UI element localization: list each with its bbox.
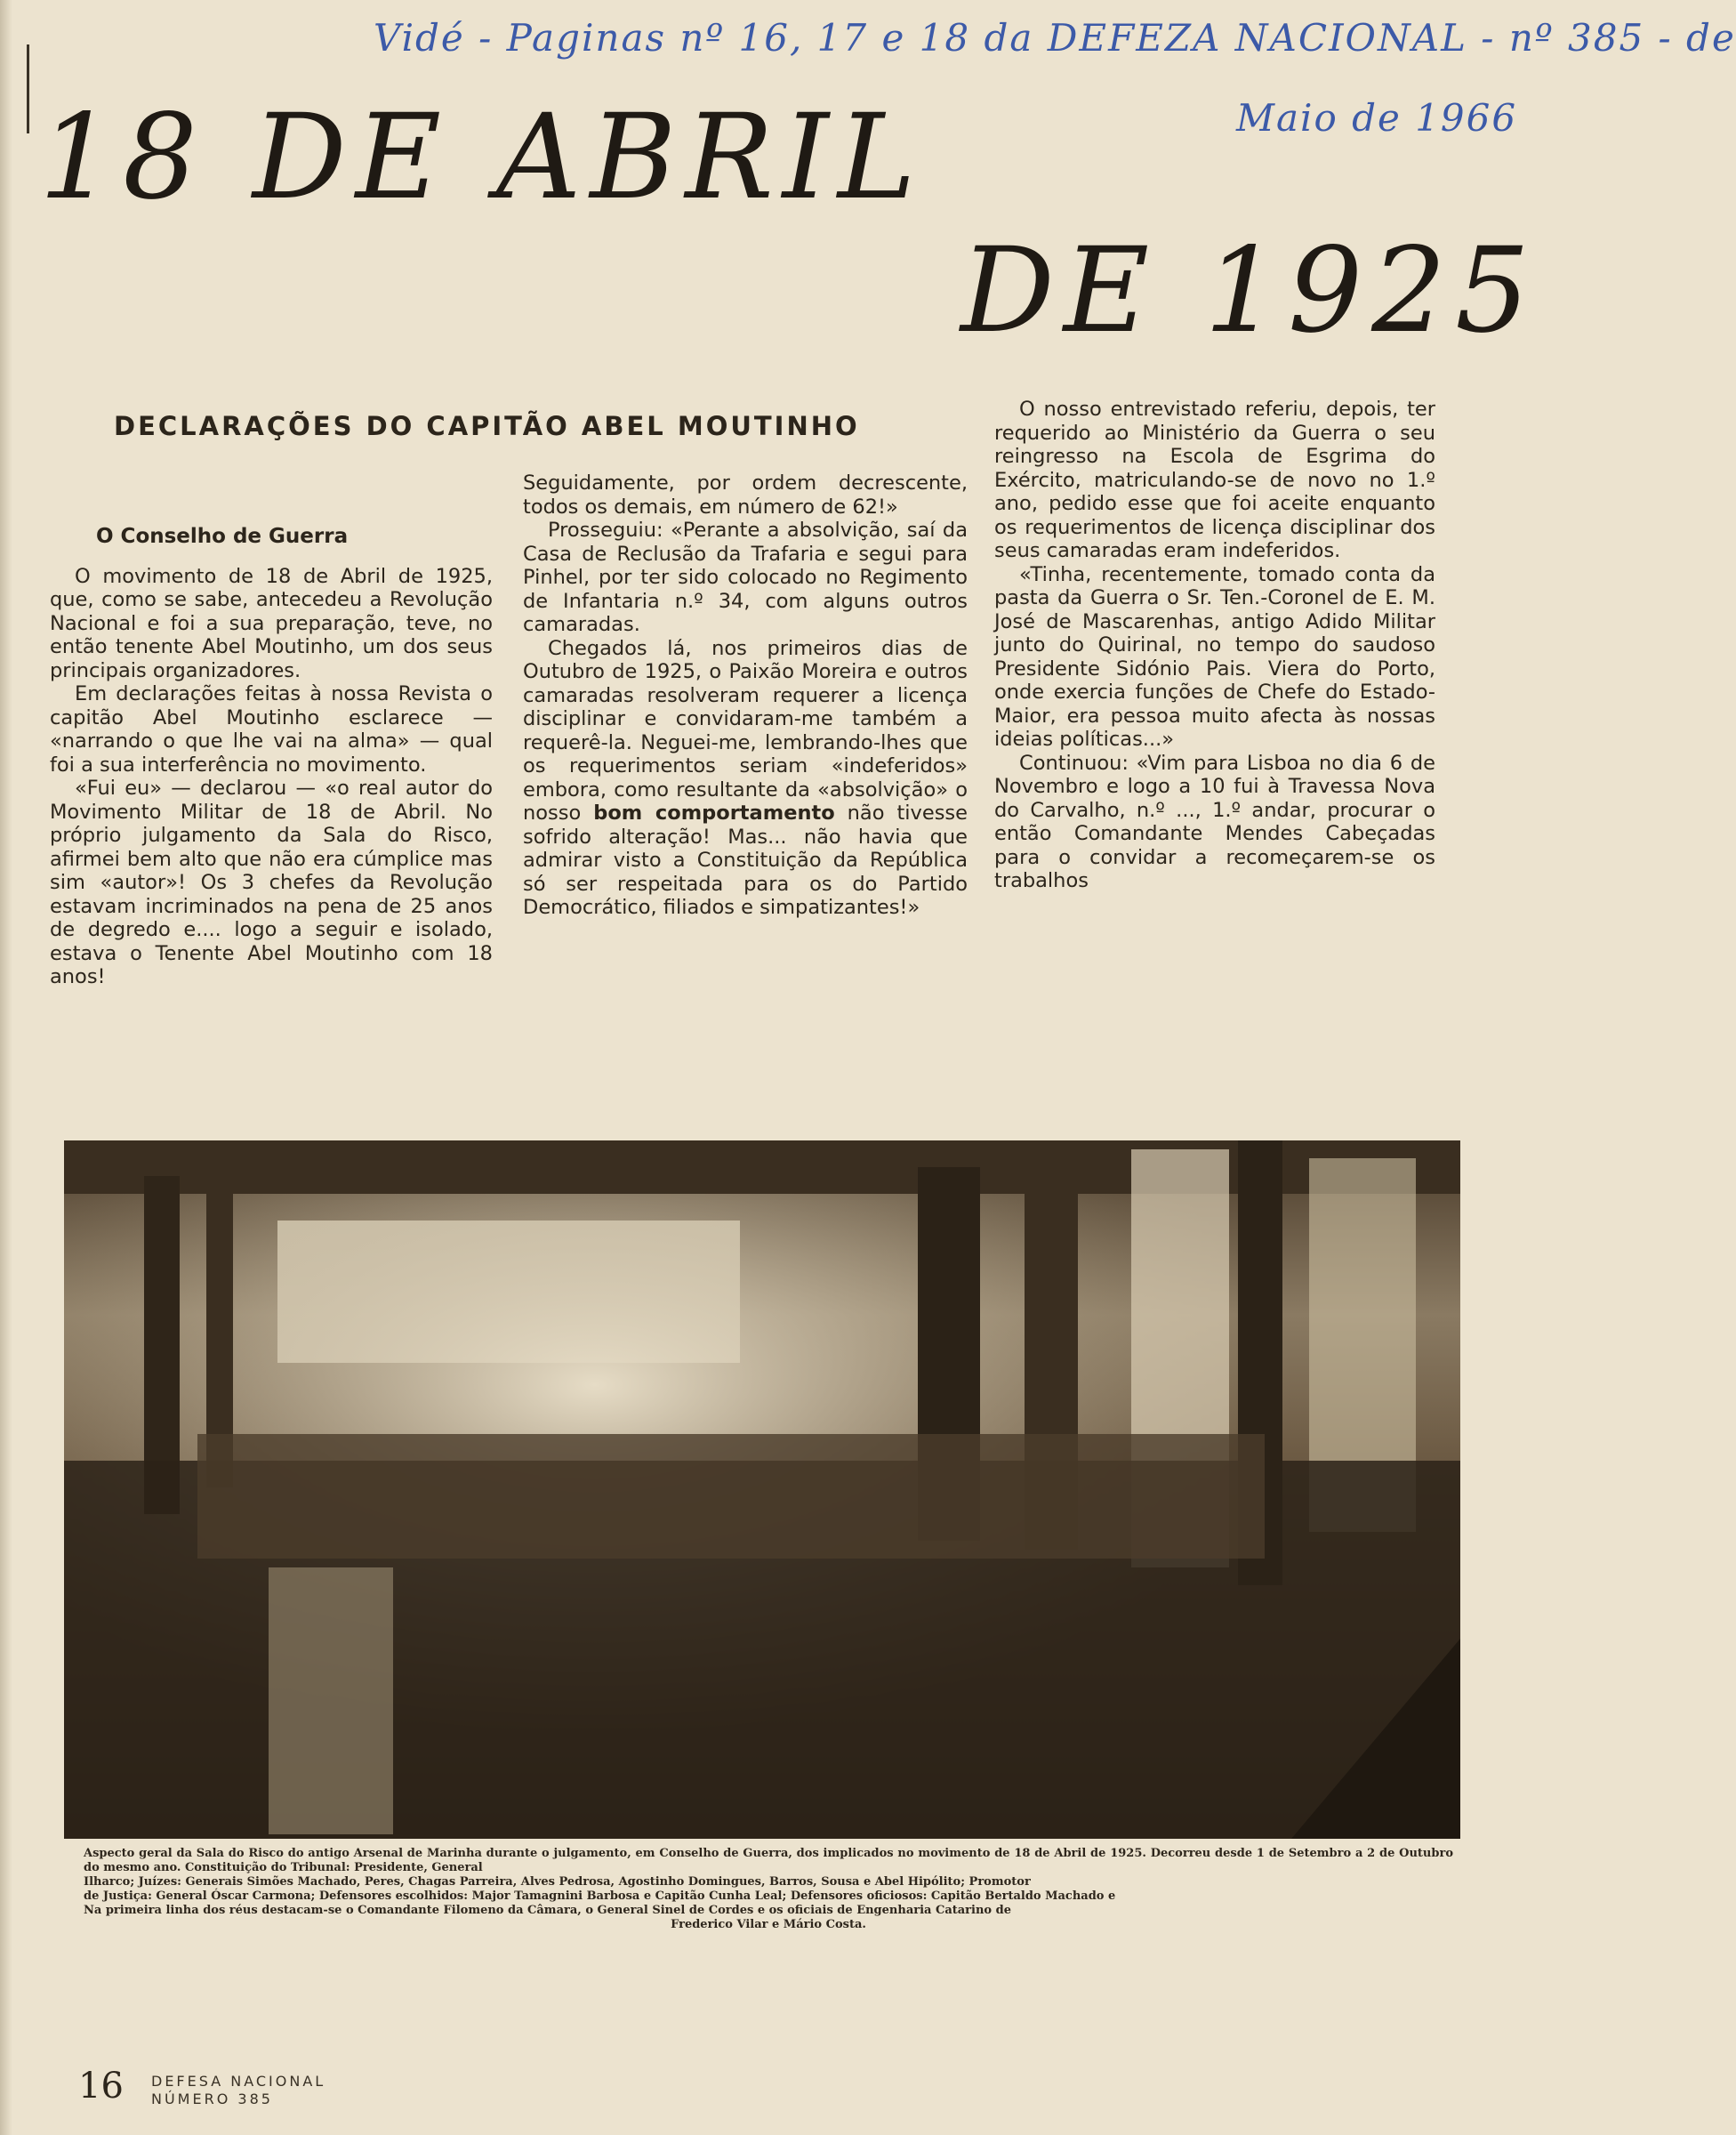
article-column-3 (994, 398, 1435, 893)
issue-number: NÚMERO 385 (151, 2091, 273, 2107)
paragraph: Seguidamente, por ordem decrescente, todos os demais, em número de 62!» (523, 471, 968, 519)
headline-part-2: DE 1925 (960, 222, 1539, 359)
paragraph: Em declarações feitas à nossa Revista o capitão Abel Moutinho esclarece — «narrando o que lhe vai na alma» — qual foi a sua interferência no movimento. (50, 682, 493, 777)
paragraph: O nosso entrevistado referiu, depois, ter requerido ao Ministério da Guerra o seu reingresso na Escola de Esgrima do Exército, matriculando-se de novo no 1.º ano, pedido esse que foi aceite enquanto os requerimentos de licença disciplinar dos seus camaradas eram indeferidos. (994, 398, 1435, 562)
caption-line: de Justiça: General Óscar Carmona; Defensores escolhidos: Major Tamagnini Barbosa e Capitão Cunha Leal; Defensores oficiosos: Capitão Bertaldo Machado e (84, 1889, 1116, 1903)
article-subtitle: DECLARAÇÕES DO CAPITÃO ABEL MOUTINHO (114, 411, 860, 441)
handwritten-annotation-line-1: Vidé - Paginas nº 16, 17 e 18 da DEFEZA NACIONAL - nº 385 - de (374, 16, 1736, 60)
paragraph (523, 637, 968, 920)
caption-line: Ilharco; Juízes: Generais Simões Machado, Peres, Chagas Parreira, Alves Pedrosa, Agostinho Domingues, Barros, Sousa e Abel Hipólito; Promotor (84, 1875, 1031, 1889)
headline-part-1: 18 DE ABRIL (39, 89, 925, 226)
publication-footer (151, 2073, 326, 2108)
emphasis-text: bom comportamento (593, 802, 835, 825)
paragraph-text: não tivesse sofrido alteração! Mas... não havia que admirar visto a Constituição da República só ser respeitada para os do Partido Democrático, filiados e simpatizantes!» (523, 802, 968, 919)
photo-illustration (64, 1140, 1460, 1839)
paragraph: Prosseguiu: «Perante a absolvição, saí da Casa de Reclusão da Trafaria e segui para Pinhel, por ter sido colocado no Regimento de Infantaria n.º 34, com alguns outros camaradas. (523, 519, 968, 636)
paragraph: «Tinha, recentemente, tomado conta da pasta da Guerra o Sr. Ten.-Coronel de E. M. José de Mascarenhas, antigo Adido Militar junto do Quirinal, no tempo do saudoso Presidente Sidónio Pais. Viera do Porto, onde exercia funções de Chefe do Estado-Maior, era pessoa muito afecta às nossas ideias políticas...» (994, 562, 1435, 751)
page-edge (0, 0, 12, 2135)
caption-line: Aspecto geral da Sala do Risco do antigo Arsenal de Marinha durante o julgamento, em Conselho de Guerra, dos implicados no movimento de 18 de Abril de 1925. Decorreu desde 1 de Setembro a 2 de Outubro do mesmo ano. Constituição do Tribunal: Presidente, General (84, 1847, 1453, 1874)
paragraph: «Fui eu» — declarou — «o real autor do Movimento Militar de 18 de Abril. No próprio julgamento da Sala do Risco, afirmei bem alto que não era cúmplice mas sim «autor»! Os 3 chefes da Revolução estavam incriminados na pena de 25 anos de degredo e.... logo a seguir e isolado, estava o Tenente Abel Moutinho com 18 anos! (50, 777, 493, 988)
handwritten-annotation-line-2: Maio de 1966 (1236, 96, 1518, 140)
section-heading: O Conselho de Guerra (96, 525, 349, 548)
paragraph: Continuou: «Vim para Lisboa no dia 6 de Novembro e logo a 10 fui à Travessa Nova do Carvalho, n.º ..., 1.º andar, procurar o então Comandante Mendes Cabeçadas para o convidar a recomeçarem-se os trabalhos (994, 751, 1435, 892)
margin-mark (27, 44, 29, 133)
publication-name: DEFESA NACIONAL (151, 2073, 326, 2090)
article-column-2 (523, 471, 968, 920)
article-column-1 (50, 525, 493, 989)
courtroom-photograph (64, 1140, 1460, 1839)
caption-line: Frederico Vilar e Mário Costa. (671, 1918, 866, 1931)
page-number: 16 (78, 2066, 124, 2107)
photo-caption (84, 1847, 1453, 1932)
paragraph-text: Chegados lá, nos primeiros dias de Outubro de 1925, o Paixão Moreira e outros camaradas resolveram requerer a licença disciplinar e convidaram-me também a requerê-la. Neguei-me, lembrando-lhes que os requerimentos seriam «indeferidos» embora, como resultante da «absolvição» o nosso (523, 636, 968, 825)
caption-line: Na primeira linha dos réus destacam-se o Comandante Filomeno da Câmara, o General Sinel de Cordes e os oficiais de Engenharia Catarino de (84, 1904, 1011, 1917)
paragraph: O movimento de 18 de Abril de 1925, que, como se sabe, antecedeu a Revolução Nacional e foi a sua preparação, teve, no então tenente Abel Moutinho, um dos seus principais organizadores. (50, 564, 493, 682)
